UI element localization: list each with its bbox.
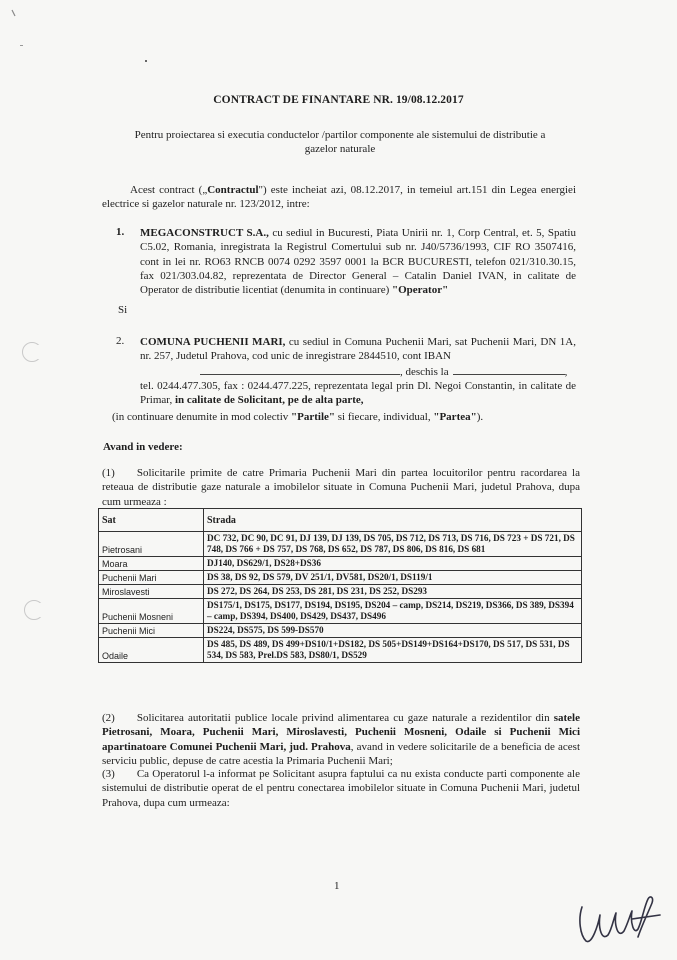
intro-bold-term: Contractul <box>207 184 259 196</box>
point2-text-end: , avand in vedere solicitarile de a beneficia de acest serviciu public, depuse de catre acestia la Primaria Puchenii Mari; <box>102 740 580 767</box>
party1-paragraph <box>140 226 576 297</box>
party2-paragraph <box>140 335 576 407</box>
strada-cell: DS224, DS575, DS 599-DS570 <box>204 624 582 638</box>
table-header-row <box>99 509 582 532</box>
point1-number: (1) <box>102 467 115 479</box>
strada-cell: DS 38, DS 92, DS 579, DV 251/1, DV581, DS20/1, DS119/1 <box>204 571 582 585</box>
sat-cell: Puchenii Mici <box>99 624 204 638</box>
sat-cell: Pietrosani <box>99 532 204 557</box>
party2-number: 2. <box>116 335 125 347</box>
continuare-text-end: ). <box>476 411 484 423</box>
streets-table <box>98 508 582 663</box>
continuare-text-mid: si fiecare, individual, <box>335 411 434 423</box>
sat-cell: Puchenii Mari <box>99 571 204 585</box>
header-sat: Sat <box>99 509 204 532</box>
intro-paragraph <box>102 183 576 212</box>
table-row <box>99 638 582 663</box>
point2-number: (2) <box>102 712 115 724</box>
table-row <box>99 557 582 571</box>
party2-contact-text: tel. 0244.477.305, fax : 0244.477.225, reprezentata legal prin Dl. Negoi Constantin, in calitate de Primar, <box>140 379 576 407</box>
punch-hole-icon <box>22 342 42 362</box>
punch-hole-icon <box>24 600 44 620</box>
strada-cell: DS175/1, DS175, DS177, DS194, DS195, DS204 – camp, DS214, DS219, DS366, DS 389, DS394 – camp, DS394, DS400, DS429, DS437, DS496 <box>204 599 582 624</box>
strada-cell: DS 485, DS 489, DS 499+DS10/1+DS182, DS 505+DS149+DS164+DS170, DS 517, DS 531, DS 534, DS 583, Prel.DS 583, DS80/1, DS529 <box>204 638 582 663</box>
signature-icon <box>568 885 668 955</box>
continuare-text: (in continuare denumite in mod colectiv <box>112 411 292 423</box>
party2-role: in calitate de Solicitant, pe de alta parte, <box>175 394 364 407</box>
point2-paragraph <box>102 711 580 768</box>
intro-text-end: ") este incheiat azi, 08.12.2017, in temeiul art.151 din Legea energiei electrice si gazelor naturale nr. 123/2012, intre: <box>102 184 576 211</box>
scan-dash <box>20 45 23 46</box>
bank-blank <box>453 364 565 375</box>
point1-text: Solicitarile primite de catre Primaria Puchenii Mari din partea locuitorilor pentru racordarea la reteaua de distributie gaze naturale a imobilelor situate in Comuna Puchenii Mari, judetul Prahova, dupa cum urmeaza : <box>102 467 580 508</box>
document-title: CONTRACT DE FINANTARE NR. 19/08.12.2017 <box>213 94 464 106</box>
sat-cell: Miroslavesti <box>99 585 204 599</box>
strada-cell: DC 732, DC 90, DC 91, DJ 139, DJ 139, DS 705, DS 712, DS 713, DS 716, DS 723 + DS 721, DS 748, DS 766 + DS 757, DS 768, DS 652, DS 787, DS 806, DS 816, DS 681 <box>204 532 582 557</box>
iban-blank <box>200 364 400 375</box>
party1-number: 1. <box>116 226 125 238</box>
strada-cell: DS 272, DS 264, DS 253, DS 281, DS 231, DS 252, DS293 <box>204 585 582 599</box>
sat-cell: Puchenii Mosneni <box>99 599 204 624</box>
party2-deschis-text: , deschis la <box>400 365 449 378</box>
scan-dot <box>145 60 147 62</box>
conjunction-si: Si <box>118 304 128 316</box>
sat-cell: Moara <box>99 557 204 571</box>
collective-names-line <box>112 411 582 423</box>
party1-text: cu sediul in Bucuresti, Piata Unirii nr. 1, Corp Central, et. 5, Spatiu C5.02, Romania, inregistrata la Registrul Comertului sub nr. J40/5736/1993, CIF RO 3507416, cont in lei nr. RO63 RNCB 0074 0292 3597 0001 la BCR BUCURESTI, telefon 021/310.30.15, fax 021/303.04.82, reprezentata de Director General – Catalin Daniel IVAN, in calitate de Operator de distributie licentiat (denumita in continuare) <box>140 227 576 297</box>
point3-number: (3) <box>102 768 115 780</box>
strada-cell: DJ140, DS629/1, DS28+DS36 <box>204 557 582 571</box>
page-number: 1 <box>334 880 340 892</box>
point2-villages: satele Pietrosani, Moara, Puchenii Mari, Miroslavesti, Puchenii Mosneni, Odaile si Puchenii Mici apartinatoare Comunei Puchenii Mari, jud. Prahova <box>102 712 580 753</box>
table-row <box>99 532 582 557</box>
scan-mark-icon <box>10 8 20 20</box>
point1-paragraph <box>102 466 580 509</box>
party2-name: COMUNA PUCHENII MARI, <box>140 336 286 348</box>
party2-comma: , <box>564 365 568 378</box>
point3-paragraph <box>102 767 580 810</box>
point3-text: Ca Operatorul l-a informat pe Solicitant asupra faptului ca nu exista conducte parti componente ale sistemului de distributie operat de el pentru conectarea imobilelor situate in Comuna Puchenii Mari, judetul Prahova, dupa cum urmeaza: <box>102 768 580 809</box>
party1-name: MEGACONSTRUCT S.A., <box>140 227 269 239</box>
header-strada: Strada <box>204 509 582 532</box>
party1-role: "Operator" <box>392 284 449 297</box>
term-partea: "Partea" <box>433 411 477 423</box>
streets-table-wrapper <box>98 508 582 663</box>
term-partile: "Partile" <box>291 411 335 423</box>
table-row <box>99 624 582 638</box>
table-row <box>99 571 582 585</box>
sat-cell: Odaile <box>99 638 204 663</box>
table-row <box>99 585 582 599</box>
intro-text: Acest contract („ <box>130 184 208 196</box>
considerations-heading: Avand in vedere: <box>103 441 183 453</box>
document-subtitle: Pentru proiectarea si executia conductelor /partilor componente ale sistemului de distributie a gazelor naturale <box>134 129 546 155</box>
party2-text: cu sediul in Comuna Puchenii Mari, sat Puchenii Mari, DN 1A, nr. 257, Judetul Prahova, cod unic de inregistrare 2844510, cont IBAN <box>140 336 576 363</box>
point2-text: Solicitarea autoritatii publice locale privind alimentarea cu gaze naturale a rezidentilor din <box>136 712 554 724</box>
table-row <box>99 599 582 624</box>
